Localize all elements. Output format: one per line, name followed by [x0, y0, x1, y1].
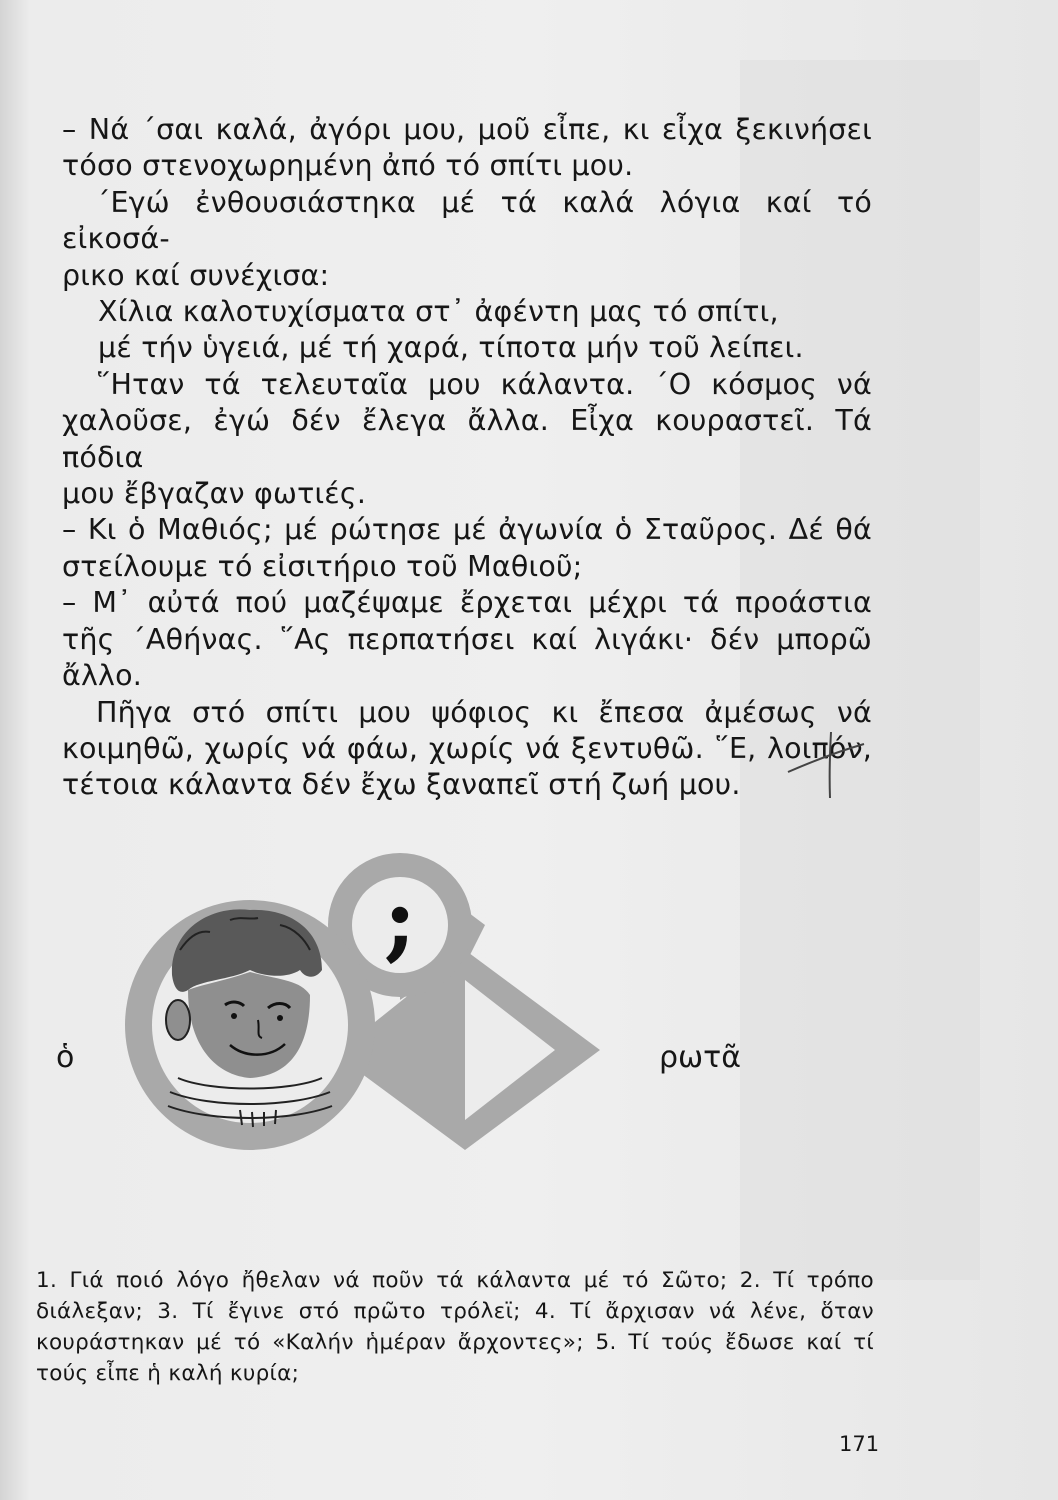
bubble-mark: ; — [383, 867, 417, 971]
story-line: ῞Ηταν τά τελευταῖα μου κάλαντα. ΄Ο κόσμος νά — [96, 367, 872, 401]
page-number: 171 — [839, 1432, 880, 1456]
label-verb: ρωτᾶ — [659, 1040, 742, 1075]
story-line: ΄Εγώ ἐνθουσιάστηκα μέ τά καλά λόγια καί τό εἰκοσά- — [62, 185, 872, 256]
story-line: – Μ᾽ αὐτά πού μαζέψαμε ἔρχεται μέχρι τά προάστια — [62, 586, 872, 620]
pen-cross-mark — [786, 730, 866, 800]
story-line: ἄλλο. — [62, 659, 143, 693]
story-text — [62, 112, 872, 804]
story-line: Πῆγα στό σπίτι μου ψόφιος κι ἔπεσα ἀμέσως νά — [96, 695, 872, 729]
story-line: – Κι ὁ Μαθιός; μέ ρώτησε μέ ἀγωνία ὁ Σταῦρος. Δέ θά — [62, 513, 872, 547]
story-line: κοιμηθῶ, χωρίς νά φάω, χωρίς νά ξεντυθῶ. ῞Ε, λοιπόν, — [62, 731, 872, 765]
story-line: χαλοῦσε, ἐγώ δέν ἔλεγα ἄλλα. Εἶχα κουραστεῖ. Τά πόδια — [62, 404, 872, 474]
story-line: – Νά ΄σαι καλά, ἀγόρι μου, μοῦ εἶπε, κι εἶχα ξεκινήσει — [62, 113, 872, 146]
questions-text: 1. Γιά ποιό λόγο ἤθελαν νά ποῦν τά κάλαντα μέ τό Σῶτο; 2. Τί τρόπο διάλεξαν; 3. Τί ἔγινε στό πρῶτο τρόλεϊ; 4. Τί ἄρχισαν νά λένε, ὅταν κουράστηκαν μέ τό «Καλήν ἡμέραν ἄρχοντες»; 5. Τί τούς ἔδωσε καί τί τούς εἶπε ἡ καλή κυρία; — [36, 1268, 874, 1386]
story-line: ρικο καί συνέχισα: — [62, 258, 330, 292]
story-line: τόσο στενοχωρημένη ἀπό τό σπίτι μου. — [62, 149, 634, 183]
verse-line: Χίλια καλοτυχίσματα στ᾽ ἀφέντη μας τό σπίτι, — [98, 295, 779, 329]
comprehension-questions — [36, 1265, 874, 1389]
story-line: στείλουμε τό εἰσιτήριο τοῦ Μαθιοῦ; — [62, 549, 583, 583]
story-line: τῆς ΄Αθήνας. ῞Ας περπατήσει καί λιγάκι· δέν μπορῶ — [62, 622, 872, 656]
story-line: τέτοια κάλαντα δέν ἔχω ξαναπεῖ στή ζωή μου. — [62, 768, 741, 802]
question-illustration — [100, 830, 640, 1150]
story-line: μου ἔβγαζαν φωτιές. — [62, 477, 367, 511]
boy-face-icon — [125, 900, 375, 1150]
verse-line: μέ τήν ὑγειά, μέ τή χαρά, τίποτα μήν τοῦ λείπει. — [98, 331, 804, 365]
label-subject: ὁ — [56, 1040, 75, 1075]
